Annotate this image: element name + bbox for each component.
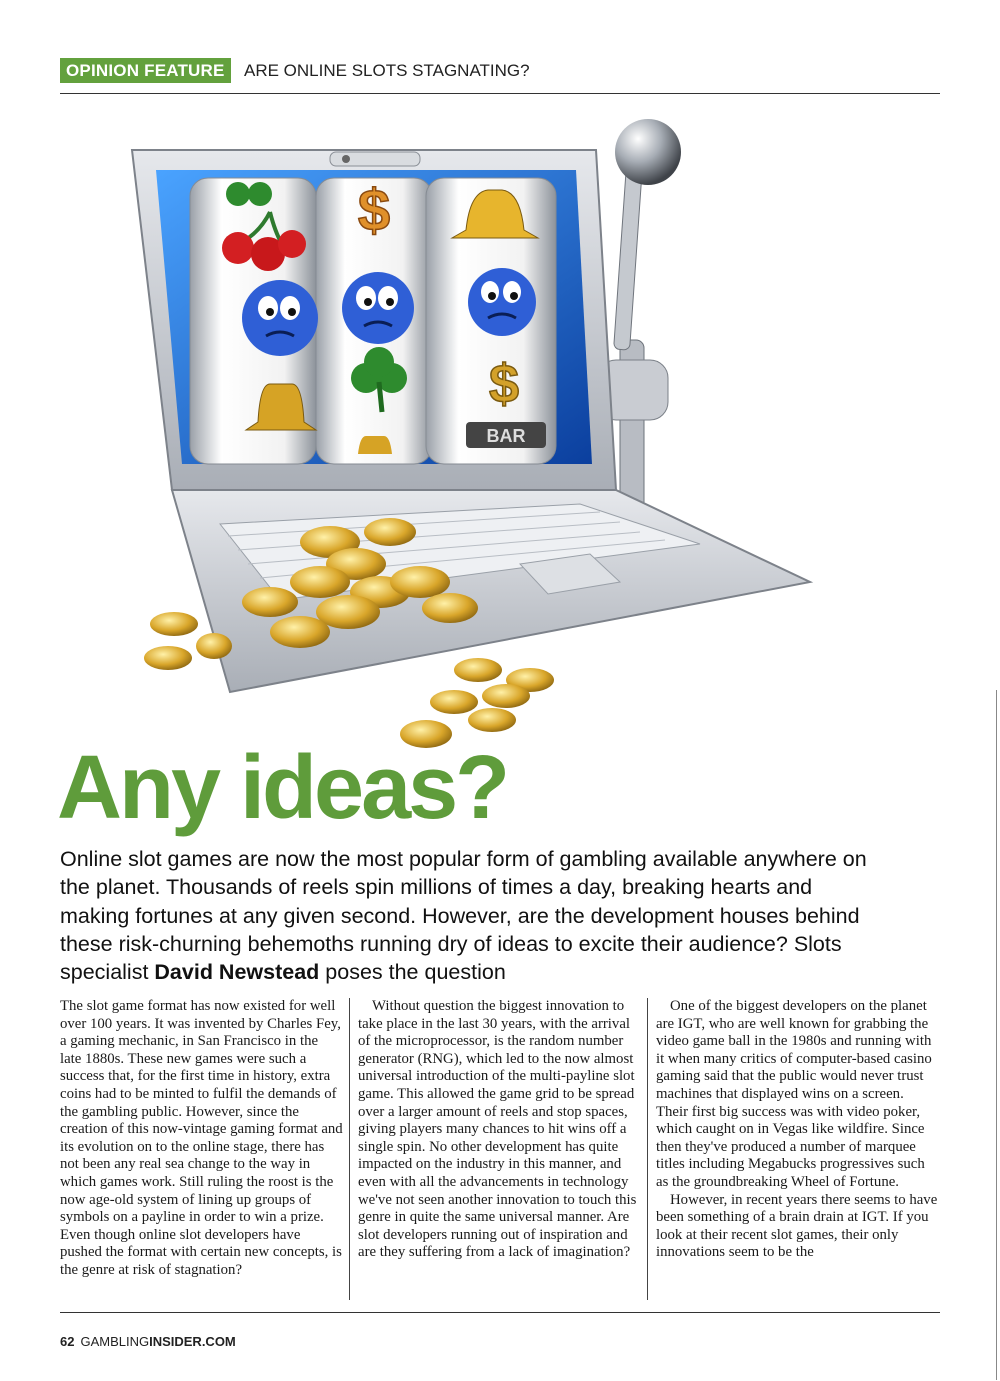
section-title: ARE ONLINE SLOTS STAGNATING? xyxy=(244,61,530,80)
sad-face-icon xyxy=(242,280,318,356)
hero-illustration xyxy=(120,112,820,762)
column-divider xyxy=(349,998,350,1300)
body-paragraph: Without question the biggest innovation to take place in the last 30 years, with the arrival of the microprocessor, is the random number generator (RNG), which led to the now almost universal introduction of the multi-payline slot game. This allowed the game grid to be spread over a larger amount of reels and stop spaces, giving players many chances to hit wins off a single spin. No other development has quite impacted on the industry in this manner, and even with all the advancements in technology we've not seen another innovation to touch this genre in quite the same universal manner. Are slot developers running out of inspiration and are they suffering from a lack of imagination? xyxy=(358,998,637,1261)
article-column-3 xyxy=(656,998,939,1300)
body-paragraph: The slot game format has now existed for well over 100 years. It was invented by Charles Fey, a gaming mechanic, in San Francisco in the late 1880s. These new games were such a success that, for the first time in history, extra coins had to be minted to fulfil the demands of the gambling public. However, since the creation of this now-vintage gaming format and its evolution on to the online stage, there has not been any real sea change to the way in which games work. Still ruling the roost is the now age-old system of lining up groups of symbols on a payline in order to win a prize. Even though online slot developers have pushed the format with certain new concepts, is the genre at risk of stagnation? xyxy=(60,998,343,1278)
sad-face-icon xyxy=(468,268,536,336)
article-body xyxy=(60,998,940,1300)
page-footer xyxy=(60,1334,236,1349)
slot-reels xyxy=(190,178,556,464)
dollar-icon xyxy=(489,354,519,414)
sad-face-icon xyxy=(342,272,414,344)
page-number: 62 xyxy=(60,1334,75,1349)
body-paragraph: One of the biggest developers on the planet are IGT, who are well known for grabbing the video game ball in the 1980s and running with it when many critics of computer-based casino gaming said that the public would never trust machines that displayed wins on a screen. Their first big success was with video poker, which caught on in Vegas like wildfire. Since then they've produced a number of marquee titles including Megabucks progressives such as the groundbreaking Wheel of Fortune. xyxy=(656,998,932,1190)
article-column-2 xyxy=(358,998,641,1300)
bell-icon xyxy=(358,436,392,454)
site-name-part-2: INSIDER.COM xyxy=(149,1334,236,1349)
svg-text:$: $ xyxy=(488,354,520,414)
svg-text:BAR: BAR xyxy=(486,426,526,446)
standfirst-ending: poses the question xyxy=(319,960,506,985)
site-name-part-1: GAMBLING xyxy=(80,1334,150,1349)
footer-rule xyxy=(60,1312,940,1313)
bar-symbol-icon xyxy=(466,422,546,448)
body-paragraph: However, in recent years there seems to have been something of a brain drain at IGT. If you look at their recent slot games, their only innovations seem to be the xyxy=(656,1191,938,1261)
page-edge-mark xyxy=(996,690,997,1380)
headline: Any ideas? xyxy=(57,738,508,838)
standfirst xyxy=(60,845,870,986)
column-divider xyxy=(647,998,648,1300)
standfirst-text: Online slot games are now the most popular form of gambling available anywhere on the planet. Thousands of reels spin millions of times a day, breaking hearts and making fortunes at any given second. However, are the development houses behind these risk-churning behemoths running dry of ideas to excite their audience? Slots specialist xyxy=(60,847,867,985)
author-name: David Newstead xyxy=(154,960,320,985)
article-column-1 xyxy=(60,998,343,1300)
svg-text:$: $ xyxy=(357,178,391,243)
section-tag: OPINION FEATURE xyxy=(60,58,231,83)
dollar-icon xyxy=(358,178,390,243)
section-header xyxy=(60,57,940,94)
